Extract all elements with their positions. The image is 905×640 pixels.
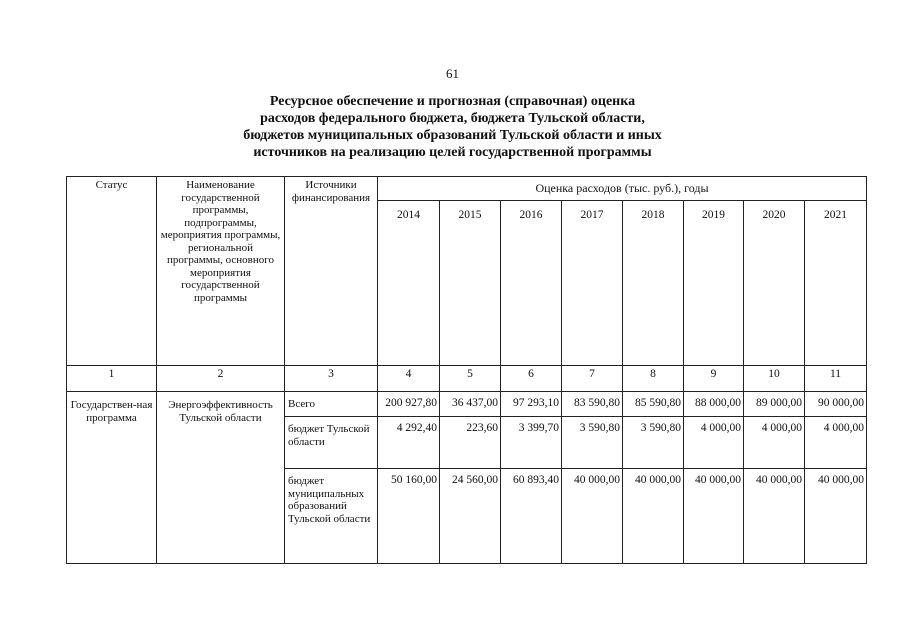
year-cell: 2020: [744, 201, 805, 366]
value-cell: 60 893,40: [501, 469, 562, 564]
status-cell: Государствен-ная программа: [67, 392, 157, 564]
header-sources: Источники финансирования: [285, 177, 378, 366]
value-cell: 200 927,80: [378, 392, 440, 417]
column-number: 11: [805, 366, 867, 392]
header-estimate: Оценка расходов (тыс. руб.), годы: [378, 177, 867, 201]
source-cell: Всего: [285, 392, 378, 417]
value-cell: 40 000,00: [623, 469, 684, 564]
column-number: 6: [501, 366, 562, 392]
year-cell: 2019: [684, 201, 744, 366]
year-cell: 2016: [501, 201, 562, 366]
source-cell: бюджет Тульской области: [285, 417, 378, 469]
column-number-row: [67, 366, 867, 392]
year-cell: 2021: [805, 201, 867, 366]
value-cell: 3 590,80: [562, 417, 623, 469]
title-line: бюджетов муниципальных образований Тульской области и иных: [243, 128, 662, 143]
source-cell: бюджет муниципальных образований Тульской области: [285, 469, 378, 564]
title-line: расходов федерального бюджета, бюджета Тульской области,: [260, 111, 645, 126]
column-number: 7: [562, 366, 623, 392]
value-cell: 40 000,00: [562, 469, 623, 564]
page-number: 61: [446, 66, 459, 81]
budget-table: [66, 176, 867, 564]
value-cell: 3 399,70: [501, 417, 562, 469]
value-cell: 40 000,00: [805, 469, 867, 564]
header-name: Наименование государственной программы, подпрограммы, мероприятия программы, региональной программы, основного мероприятия государственной программы: [157, 177, 285, 366]
title-line: источников на реализацию целей государственной программы: [253, 145, 652, 160]
year-cell: 2017: [562, 201, 623, 366]
value-cell: 88 000,00: [684, 392, 744, 417]
table-row-total: [67, 392, 867, 417]
value-cell: 90 000,00: [805, 392, 867, 417]
value-cell: 223,60: [440, 417, 501, 469]
document-title: [120, 93, 785, 161]
program-name-cell: Энергоэффективность Тульской области: [157, 392, 285, 564]
column-number: 2: [157, 366, 285, 392]
column-number: 9: [684, 366, 744, 392]
value-cell: 83 590,80: [562, 392, 623, 417]
value-cell: 4 292,40: [378, 417, 440, 469]
value-cell: 4 000,00: [744, 417, 805, 469]
value-cell: 4 000,00: [684, 417, 744, 469]
column-number: 10: [744, 366, 805, 392]
value-cell: 89 000,00: [744, 392, 805, 417]
column-number: 5: [440, 366, 501, 392]
value-cell: 4 000,00: [805, 417, 867, 469]
value-cell: 85 590,80: [623, 392, 684, 417]
column-number: 4: [378, 366, 440, 392]
value-cell: 3 590,80: [623, 417, 684, 469]
header-row: [67, 177, 867, 201]
title-line: Ресурсное обеспечение и прогнозная (справочная) оценка: [269, 94, 636, 109]
value-cell: 97 293,10: [501, 392, 562, 417]
value-cell: 50 160,00: [378, 469, 440, 564]
column-number: 8: [623, 366, 684, 392]
column-number: 3: [285, 366, 378, 392]
value-cell: 36 437,00: [440, 392, 501, 417]
value-cell: 40 000,00: [684, 469, 744, 564]
year-cell: 2018: [623, 201, 684, 366]
value-cell: 40 000,00: [744, 469, 805, 564]
column-number: 1: [67, 366, 157, 392]
header-status: Статус: [67, 177, 157, 366]
value-cell: 24 560,00: [440, 469, 501, 564]
year-cell: 2014: [378, 201, 440, 366]
year-cell: 2015: [440, 201, 501, 366]
